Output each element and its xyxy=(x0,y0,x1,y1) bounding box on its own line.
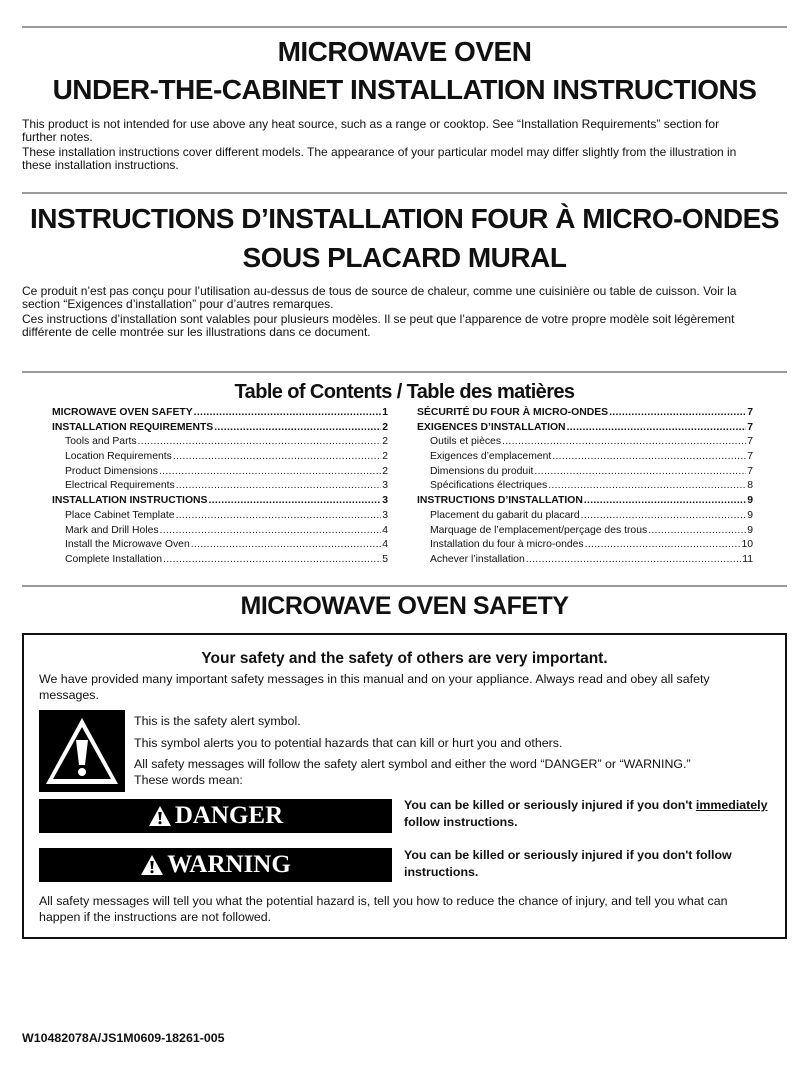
french-title-line-1: INSTRUCTIONS D’INSTALLATION FOUR À MICRO-ONDES xyxy=(29,203,780,234)
toc-entry-page: 2 xyxy=(382,451,388,463)
toc-entry[interactable] xyxy=(417,525,753,540)
toc-entry-label: Dimensions du produit xyxy=(430,465,534,477)
top-rule xyxy=(22,26,787,28)
toc-entry-page: 4 xyxy=(382,539,388,551)
toc-entry-label: Complete Installation xyxy=(65,553,163,565)
safety-closing-line-1: All safety messages will tell you what the potential hazard is, tell you how to reduce the chance of injury, and tell you what can xyxy=(39,894,728,908)
toc-entry[interactable] xyxy=(52,466,388,481)
toc-entry[interactable] xyxy=(52,451,388,466)
toc-leader-dots xyxy=(526,554,741,565)
safety-symbol-line-4: These words mean: xyxy=(134,773,243,787)
toc-entry-page: 9 xyxy=(747,524,753,536)
toc-entry[interactable] xyxy=(52,436,388,451)
toc-leader-dots xyxy=(548,480,746,491)
toc-entry-label: INSTALLATION REQUIREMENTS xyxy=(52,421,214,433)
danger-text-a: You can be killed or seriously injured if you don't xyxy=(404,798,696,812)
toc-entry[interactable] xyxy=(52,422,388,437)
safety-symbol-line-1: This is the safety alert symbol. xyxy=(134,714,301,728)
english-paragraph-1-line-1: This product is not intended for use above any heat source, such as a range or cooktop. See “Installation Requirements” section for xyxy=(22,117,720,131)
danger-text-b: follow instructions. xyxy=(404,815,518,829)
english-title-line-1: MICROWAVE OVEN xyxy=(277,36,532,67)
safety-heading: MICROWAVE OVEN SAFETY xyxy=(240,592,569,620)
toc-entry[interactable] xyxy=(52,407,388,422)
toc-entry-label: Installation du four à micro-ondes xyxy=(430,539,584,551)
toc-entry-page: 11 xyxy=(742,553,753,565)
toc-entry[interactable] xyxy=(417,554,753,569)
toc-entry-page: 3 xyxy=(382,509,388,521)
toc-entry-page: 7 xyxy=(747,421,753,433)
toc-leader-dots xyxy=(585,539,741,550)
toc-entry-page: 9 xyxy=(747,509,753,521)
toc-leader-dots xyxy=(214,422,381,433)
toc-leader-dots xyxy=(552,451,746,462)
toc-entry-label: SÉCURITÉ DU FOUR À MICRO-ONDES xyxy=(417,407,609,418)
toc-leader-dots xyxy=(138,436,382,447)
safety-closing-line-2: happen if the instructions are not followed. xyxy=(39,910,272,924)
toc-entry[interactable] xyxy=(417,436,753,451)
warning-text xyxy=(404,847,784,881)
toc-entry-label: Exigences d’emplacement xyxy=(430,451,552,463)
toc-entry-label: EXIGENCES D’INSTALLATION xyxy=(417,421,566,433)
toc-entry-label: Achever l’installation xyxy=(430,553,525,565)
toc-entry[interactable] xyxy=(417,407,753,422)
toc-entry-page: 7 xyxy=(747,436,753,448)
toc-leader-dots xyxy=(581,510,747,521)
toc-leader-dots xyxy=(191,539,381,550)
safety-alert-icon xyxy=(39,710,125,792)
safety-intro-line-2: messages. xyxy=(39,688,99,702)
english-paragraph-2-line-2: these installation instructions. xyxy=(22,158,179,172)
french-title-line-2: SOUS PLACARD MURAL xyxy=(242,242,567,273)
warning-text-b: instructions. xyxy=(404,865,479,879)
danger-text xyxy=(404,797,784,831)
toc-french-column xyxy=(417,407,753,569)
toc-entry-label: Outils et pièces xyxy=(430,436,502,448)
toc-entry-label: INSTALLATION INSTRUCTIONS xyxy=(52,495,208,507)
toc-entry-page: 2 xyxy=(382,465,388,477)
toc-leader-dots xyxy=(176,510,382,521)
footer-part-number: W10482078A/JS1M0609-18261-005 xyxy=(22,1031,225,1045)
toc-entry-label: Install the Microwave Oven xyxy=(65,539,190,551)
french-paragraph-2-line-1: Ces instructions d’installation sont valables pour plusieurs modèles. Il se peut que l’apparence de votre propre modèle soit légèrement xyxy=(22,312,735,326)
toc-entry-label: Placement du gabarit du placard xyxy=(430,509,580,521)
toc-entry-label: Mark and Drill Holes xyxy=(65,524,159,536)
toc-entry[interactable] xyxy=(417,480,753,495)
toc-entry[interactable] xyxy=(417,422,753,437)
toc-entry-page: 2 xyxy=(382,436,388,448)
toc-entry-label: INSTRUCTIONS D’INSTALLATION xyxy=(417,495,583,507)
toc-entry-page: 5 xyxy=(382,553,388,565)
toc-entry[interactable] xyxy=(52,480,388,495)
danger-text-emphasis: immediately xyxy=(695,798,768,812)
toc-entry-label: Location Requirements xyxy=(65,451,172,463)
toc-leader-dots xyxy=(176,480,381,491)
french-paragraph-1-line-2: section “Exigences d’installation” pour d’autres remarques. xyxy=(22,297,334,311)
toc-leader-dots xyxy=(163,554,381,565)
toc-leader-dots xyxy=(609,407,746,418)
toc-entry-label: Place Cabinet Template xyxy=(65,509,175,521)
safety-symbol-line-3: All safety messages will follow the safety alert symbol and either the word “DANGER” or “WARNING.” xyxy=(134,757,691,771)
danger-signal-word xyxy=(39,799,392,833)
toc-entry-page: 2 xyxy=(382,421,388,433)
toc-entry-page: 7 xyxy=(747,451,753,463)
toc-entry-page: 1 xyxy=(382,407,388,418)
toc-entry[interactable] xyxy=(417,451,753,466)
toc-entry-label: Product Dimensions xyxy=(65,465,158,477)
toc-entry-page: 7 xyxy=(747,407,753,418)
toc-entry[interactable] xyxy=(417,495,753,510)
toc-entry-label: MICROWAVE OVEN SAFETY xyxy=(52,407,193,418)
toc-entry-label: Marquage de l’emplacement/perçage des trous xyxy=(430,524,648,536)
toc-entry[interactable] xyxy=(52,554,388,569)
english-paragraph-2-line-1: These installation instructions cover different models. The appearance of your particular model may differ slightly from the illustration in xyxy=(22,145,737,159)
toc-entry[interactable] xyxy=(52,510,388,525)
toc-entry[interactable] xyxy=(52,525,388,540)
toc-leader-dots xyxy=(502,436,746,447)
toc-entry-page: 8 xyxy=(747,480,753,492)
toc-entry-page: 3 xyxy=(382,480,388,492)
toc-leader-dots xyxy=(584,495,746,506)
danger-alert-icon xyxy=(148,805,172,827)
toc-entry[interactable] xyxy=(52,539,388,554)
safety-symbol-line-2: This symbol alerts you to potential hazards that can kill or hurt you and others. xyxy=(134,736,563,750)
english-paragraph-1-line-2: further notes. xyxy=(22,130,93,144)
toc-entry[interactable] xyxy=(417,539,753,554)
toc-rule xyxy=(22,371,787,373)
toc-entry-page: 3 xyxy=(382,495,388,507)
safety-intro-line-1: We have provided many important safety messages in this manual and on your appliance. Always read and obey all safety xyxy=(39,672,710,686)
toc-entry[interactable] xyxy=(417,510,753,525)
warning-alert-icon xyxy=(140,854,164,876)
toc-leader-dots xyxy=(160,525,382,536)
toc-entry-page: 7 xyxy=(747,465,753,477)
toc-entry-label: Electrical Requirements xyxy=(65,480,175,492)
toc-heading: Table of Contents / Table des matières xyxy=(234,381,575,403)
toc-leader-dots xyxy=(173,451,381,462)
danger-word: DANGER xyxy=(174,802,284,829)
french-paragraph-2-line-2: différente de celle montrée sur les illustrations dans ce document. xyxy=(22,325,371,339)
safety-box-title: Your safety and the safety of others are very important. xyxy=(201,650,608,667)
toc-entry[interactable] xyxy=(52,495,388,510)
safety-box xyxy=(22,633,787,939)
toc-entry-page: 9 xyxy=(747,495,753,507)
toc-leader-dots xyxy=(208,495,381,506)
toc-entry-label: Spécifications électriques xyxy=(430,480,548,492)
toc-leader-dots xyxy=(159,466,381,477)
warning-word: WARNING xyxy=(167,851,291,878)
french-paragraph-1-line-1: Ce produit n’est pas conçu pour l’utilisation au-dessus de tous de source de chaleur, comme une cuisinière ou table de cuisson. Voir la xyxy=(22,284,737,298)
toc-entry-page: 4 xyxy=(382,524,388,536)
french-rule xyxy=(22,192,787,194)
toc-entry-label: Tools and Parts xyxy=(65,436,137,448)
toc-leader-dots xyxy=(534,466,746,477)
safety-rule xyxy=(22,585,787,587)
english-title-line-2: UNDER-THE-CABINET INSTALLATION INSTRUCTIONS xyxy=(52,74,757,105)
warning-signal-word xyxy=(39,848,392,882)
warning-text-a: You can be killed or seriously injured if you don't follow xyxy=(404,848,732,862)
toc-leader-dots xyxy=(567,422,747,433)
toc-leader-dots xyxy=(648,525,746,536)
toc-entry[interactable] xyxy=(417,466,753,481)
toc-entry-page: 10 xyxy=(741,539,753,551)
toc-english-column xyxy=(52,407,388,569)
toc-leader-dots xyxy=(194,407,382,418)
